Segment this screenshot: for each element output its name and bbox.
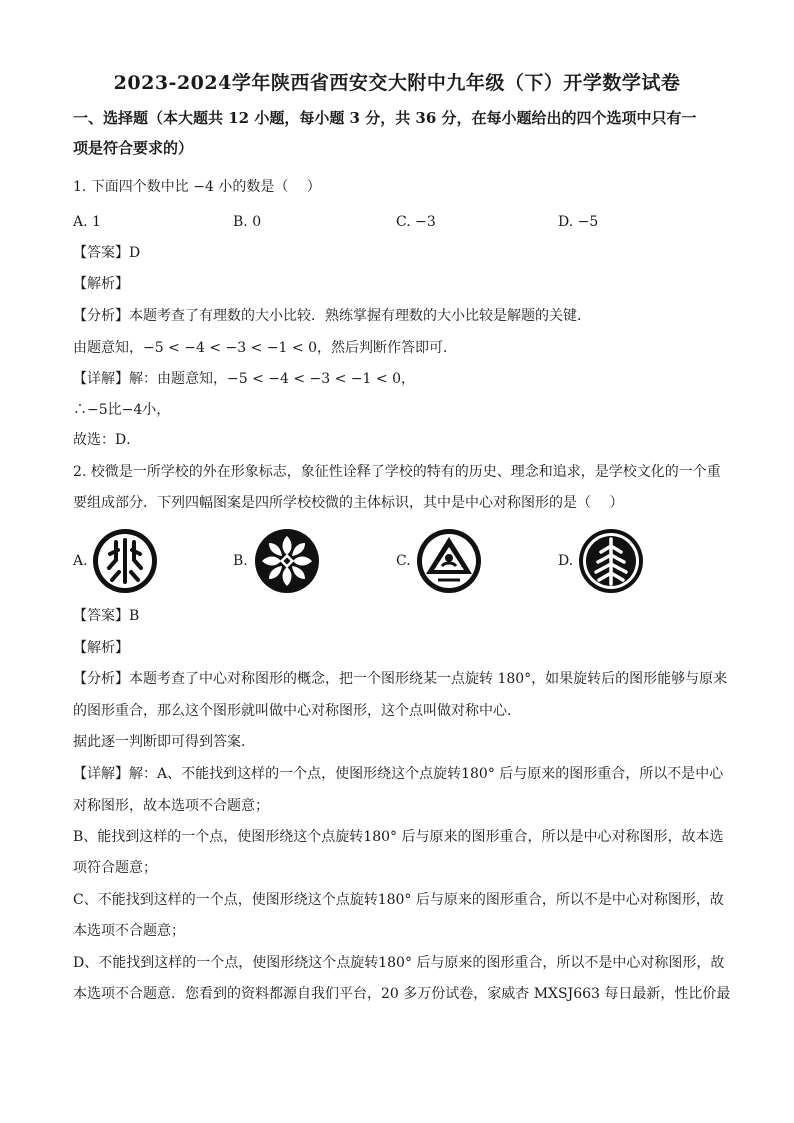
- q1-analysis-line: 故选：D．: [73, 432, 141, 448]
- q1-analysis-line: 【详解】解：由题意知，−5 < −4 < −3 < −1 < 0，: [73, 371, 415, 387]
- question-2-stem-line-1: 2. 校微是一所学校的外在形象标志，象征性诠释了学校的特有的历史、理念和追求，是学校文化的一个重: [73, 464, 721, 480]
- q2-analysis-line: B、能找到这样的一个点，使图形绕这个点旋转180° 后与原来的图形重合，所以是中心对称图形，故本选: [73, 829, 724, 845]
- section-heading-line-2: 项是符合要求的）: [73, 139, 194, 157]
- q2-option-a-label: A.: [73, 553, 88, 569]
- q2-analysis-line: 对称图形，故本选项不合题意；: [73, 798, 269, 814]
- q1-analysis-line: 由题意知，−5 < −4 < −3 < −1 < 0，然后判断作答即可．: [73, 340, 457, 356]
- q2-analysis-line: 【分析】本题考查了中心对称图形的概念，把一个图形绕某一点旋转 180°，如果旋转后的图形能够与原来: [73, 671, 728, 687]
- page-title: 2023-2024学年陕西省西安交大附中九年级（下）开学数学试卷: [113, 72, 681, 94]
- q2-analysis-heading: 【解析】: [73, 640, 129, 656]
- q2-option-c-label: C.: [396, 553, 411, 569]
- question-2-stem-line-2: 要组成部分．下列四幅图案是四所学校校微的主体标识，其中是中心对称图形的是（ ）: [73, 495, 624, 511]
- q2-analysis-line: D、不能找到这样的一个点，使图形绕这个点旋转180° 后与原来的图形重合，所以不是中心对称图形，故: [73, 955, 725, 971]
- q2-analysis-line: 项符合题意；: [73, 860, 157, 876]
- question-1-stem: 1. 下面四个数中比 −4 小的数是（ ）: [73, 179, 321, 195]
- flower-emblem-icon: [254, 528, 320, 594]
- q1-option-d: D. −5: [558, 214, 599, 230]
- section-heading-line-1: 一、选择题（本大题共 12 小题，每小题 3 分，共 36 分，在每小题给出的四个选项中只有一: [73, 109, 697, 127]
- q2-option-b-label: B.: [233, 553, 248, 569]
- peking-university-emblem-icon: [92, 528, 158, 594]
- q1-analysis-line: 【分析】本题考查了有理数的大小比较．熟练掌握有理数的大小比较是解题的关键．: [73, 308, 591, 324]
- q2-analysis-line: 【详解】解：A、不能找到这样的一个点，使图形绕这个点旋转180° 后与原来的图形重合，所以不是中心: [73, 766, 724, 782]
- tree-emblem-icon: [578, 528, 644, 594]
- q2-analysis-line: 本选项不合题意；: [73, 923, 185, 939]
- q2-analysis-line: 据此逐一判断即可得到答案．: [73, 734, 255, 750]
- q1-answer: 【答案】D: [73, 245, 141, 261]
- q1-option-b: B. 0: [233, 214, 262, 230]
- q2-answer: 【答案】B: [73, 608, 140, 624]
- q1-analysis-line: ∴−5比−4小，: [73, 402, 171, 418]
- q2-analysis-line: 本选项不合题意．您看到的资料都源自我们平台，20 多万份试卷，家威杏 MXSJ663 每日最新，性比价最: [73, 986, 731, 1002]
- triangle-emblem-icon: [416, 528, 482, 594]
- q1-analysis-heading: 【解析】: [73, 276, 129, 292]
- q1-option-a: A. 1: [73, 214, 101, 230]
- q2-analysis-line: C、不能找到这样的一个点，使图形绕这个点旋转180° 后与原来的图形重合，所以不是中心对称图形，故: [73, 892, 724, 908]
- q2-option-d-label: D.: [558, 553, 574, 569]
- q2-analysis-line: 的图形重合，那么这个图形就叫做中心对称图形，这个点叫做对称中心．: [73, 703, 521, 719]
- q1-option-c: C. −3: [396, 214, 436, 230]
